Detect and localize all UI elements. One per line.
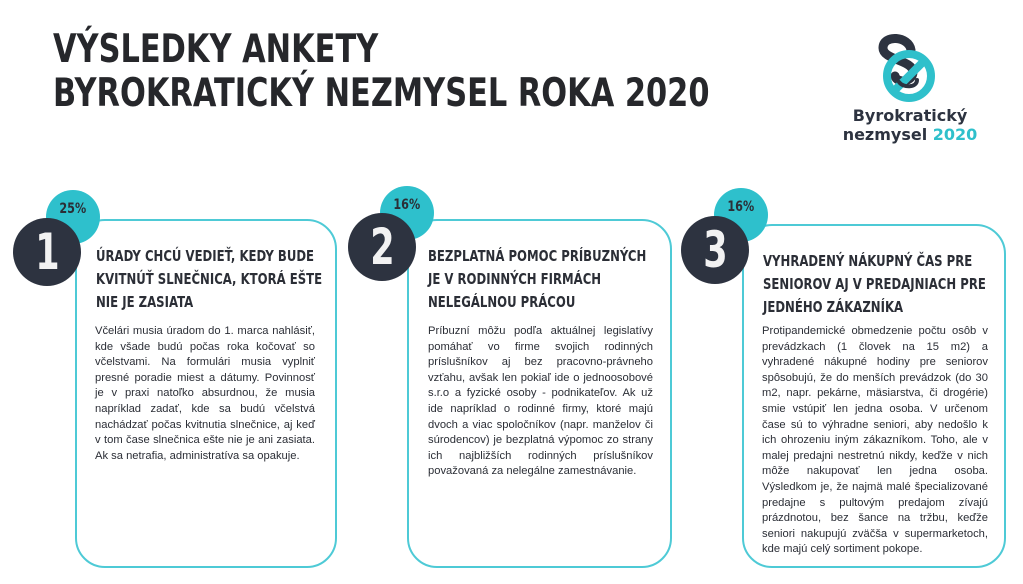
card-body-2: Príbuzní môžu podľa aktuálnej legislatívy pomáhať vo firme svojich rodinných príslušníkov aj bez pracovno-právneho vzťahu, avšak len pokiaľ ide o jednoosobové s.r.o a fyzické osoby - podnikateľov. Ak už ide napríklad o rodinné firmy, ktoré majú dvoch a viac spoločníkov (napr. manželov či súrodencov) je bezplatná výpomoc zo strany ich najbližších rodinných príslušníkov považovaná za nelegálne zamestnávanie.	[428, 325, 653, 478]
card-title-3	[763, 250, 986, 319]
percent-value: 25%	[59, 201, 87, 217]
page-title	[53, 28, 710, 116]
title-line-2: BYROKRATICKÝ NEZMYSEL ROKA 2020	[53, 71, 710, 116]
logo-text	[835, 106, 985, 144]
percent-value: 16%	[393, 197, 421, 213]
title-line-1: VÝSLEDKY ANKETY	[53, 27, 379, 72]
card-title-line: NELEGÁLNOU PRÁCOU	[428, 293, 576, 311]
percent-value: 16%	[727, 199, 755, 215]
card-title-line: ÚRADY CHCÚ VEDIEŤ, KEDY BUDE	[96, 247, 315, 265]
rank-number: 1	[34, 223, 60, 281]
byrokraticky-nezmysel-logo-icon	[873, 26, 945, 104]
card-title-line: NIE JE ZASIATA	[96, 293, 194, 311]
card-title-line: VYHRADENÝ NÁKUPNÝ ČAS PRE	[763, 252, 973, 270]
logo-line-2	[835, 125, 985, 144]
card-body-3: Protipandemické obmedzenie počtu osôb v prevádzkach (1 človek na 15 m2) a vyhradené nákupné hodiny pre seniorov spôsobujú, že do menších prevádzok (do 30 m2, napr. pekárne, mäsiarstva, či drogérie) smie vstúpiť len jedna osoba. V určenom čase sú to výhradne seniori, aby nedošlo k ich ohrozeniu iným zákazníkom. Toho, ale v malej predajni nestretnú nikdy, keďže v nich môže nakupovať len jedna osoba. Výsledkom je, že najmä malé špecializované predajne s pultovým predajom zívajú prázdnotou, bez šance na tržbu, keďže seniori nakupujú zväčša v supermarketoch, kde majú celý sortiment pokope.	[762, 325, 988, 556]
rank-number: 3	[702, 221, 728, 279]
card-title-line: BEZPLATNÁ POMOC PRÍBUZNÝCH	[428, 247, 647, 265]
rank-number: 2	[369, 218, 395, 276]
logo-year: 2020	[932, 125, 978, 144]
card-body-1: Včelári musia úradom do 1. marca nahlásiť, kde všade budú počas roka kočovať so včelstvami. Na formulári musia vyplniť presné poradie miest a dátumy. Povinnosť je v praxi natoľko absurdnou, že musia napríklad zadať, kde sa budú včelstvá nachádzať počas kvitnutia slnečnice, aj keď v tom čase slnečnica ešte nie je ani zasiata. Ak sa netrafia, administratíva sa opakuje.	[95, 325, 315, 462]
rank-badge-1	[13, 218, 81, 286]
card-title-line: JE V RODINNÝCH FIRMÁCH	[428, 270, 602, 288]
card-title-1	[96, 245, 322, 314]
logo-line-1: Byrokratický	[852, 106, 968, 125]
card-title-line: JEDNÉHO ZÁKAZNÍKA	[763, 298, 904, 316]
brand-logo	[835, 26, 1005, 146]
rank-badge-3	[681, 216, 749, 284]
card-title-2	[428, 245, 646, 314]
card-title-line: KVITNÚŤ SLNEČNICA, KTORÁ EŠTE	[96, 270, 323, 288]
logo-word: nezmysel	[842, 125, 928, 144]
card-title-line: SENIOROV AJ V PREDAJNIACH PRE	[763, 275, 986, 293]
rank-badge-2	[348, 213, 416, 281]
